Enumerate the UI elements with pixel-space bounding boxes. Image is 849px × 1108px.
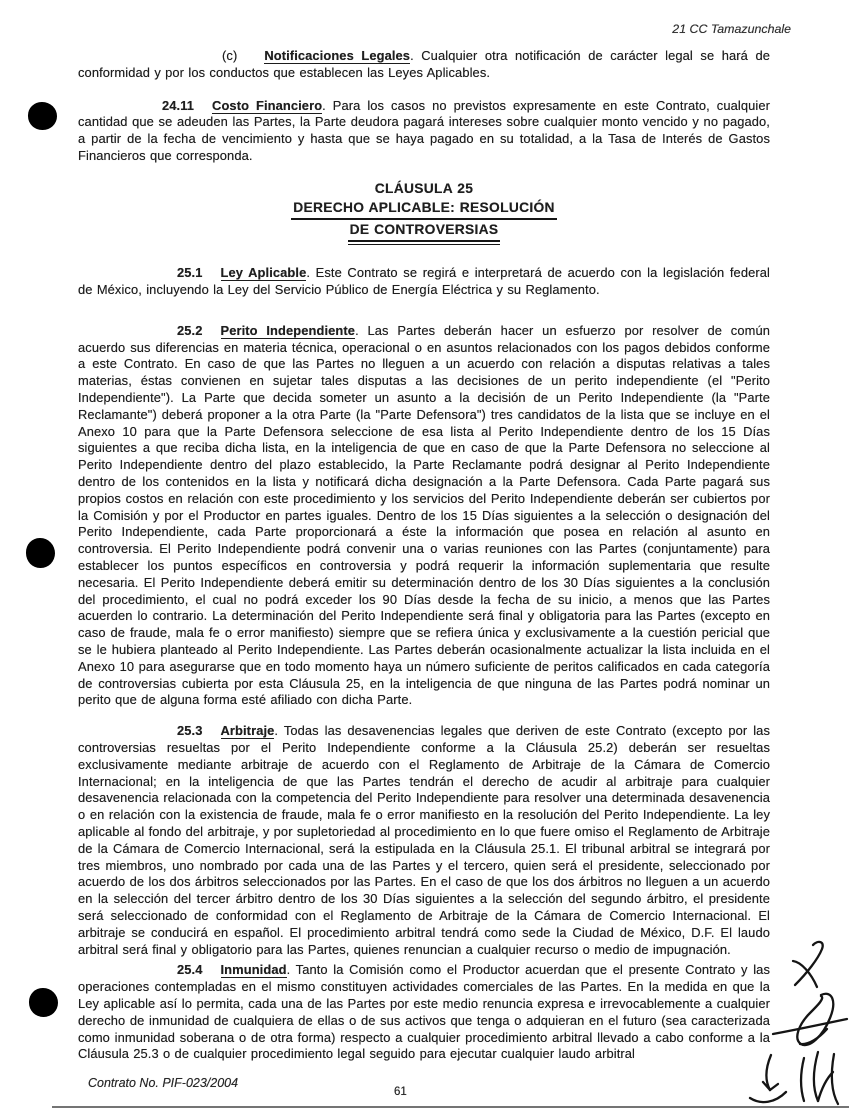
clause-24-11-text: . Para los casos no previstos expresamente en este Contrato, cualquier cantidad que se adeuden las Partes, la Parte deudora pagará intereses sobre cualquier monto vencido y no pagado, a partir de la fecha de vencimiento y hasta que se haya pagado en su totalidad, a la Tasa de Interés de Gastos Financieros que corresponda. (78, 97, 770, 163)
clause-25-4-number: 25.4 (177, 962, 203, 978)
clause-25-2-number: 25.2 (177, 322, 203, 338)
clause-25-2-title: Perito Independiente (220, 322, 356, 338)
footer-contract-number: Contrato No. PIF-023/2004 (88, 1076, 239, 1090)
heading-line-2: DERECHO APLICABLE: RESOLUCIÓN (291, 198, 557, 220)
hole-punch-mark-1 (28, 102, 57, 130)
clause-25-1-number: 25.1 (177, 265, 203, 281)
clause-24-11-paragraph (78, 98, 770, 165)
clause-25-3-paragraph (78, 723, 770, 958)
heading-line-3: DE CONTROVERSIAS (348, 220, 501, 242)
clause-25-2-paragraph (78, 323, 770, 709)
handwritten-initials (737, 935, 849, 1108)
document-body (78, 0, 770, 1063)
clause-25-3-number: 25.3 (177, 723, 203, 739)
clause-c-label: (c) (222, 48, 238, 63)
hole-punch-mark-3 (29, 988, 58, 1017)
clause-24-11-title: Costo Financiero (212, 97, 323, 113)
clause-25-1-text: . Este Contrato se regirá e interpretará de acuerdo con la legislación federal de México, incluyendo la Ley del Servicio Público de Energía Eléctrica y su Reglamento. (78, 265, 770, 298)
clause-25-1-title: Ley Aplicable (220, 265, 307, 281)
clausula-25-heading (78, 179, 770, 246)
clause-25-3-text: . Todas las desavenencias legales que deriven de este Contrato (excepto por las controversias resueltas por el Perito Independiente conforme a la Cláusula 25.2) deberán ser resueltas exclusivamente mediante arbitraje de acuerdo con el Reglamento de Arbitraje de la Cámara de Comercio Internacional; en la inteligencia de que las Partes tendrán el derecho de acudir al arbitraje para cualquier desavenencia relacionada con la competencia del Perito Independiente para resolver una determinada desavenencia o en relación con la existencia de fraude, mala fe o error manifiesto en la resolución del Perito Independiente. La ley aplicable al fondo del arbitraje, y por supletoriedad al procedimiento en lo que fuere omiso el Reglamento de Arbitraje de la Cámara de Comercio Internacional, será la estipulada en la Cláusula 25.1. El tribunal arbitral se integrará por tres miembros, uno nombrado por cada una de las Partes y el tercero, quien será el presidente, seleccionado por acuerdo de los dos árbitros seleccionados por las Partes. En el caso de que los dos árbitros no lleguen a un acuerdo en la selección del tercer árbitro dentro de los 30 Días siguientes a la selección del segundo árbitro, el presidente será seleccionado de conformidad con el Reglamento de Arbitraje de la Cámara de Comercio Internacional. El arbitraje se conducirá en español. El procedimiento arbitral tendrá como sede la Ciudad de México, D.F. El laudo arbitral será final y obligatorio para las Partes, quienes renuncian a cualquier recurso o medio de impugnación. (78, 723, 770, 957)
clause-25-3-title: Arbitraje (220, 723, 275, 739)
clause-25-4-title: Inmunidad (220, 962, 287, 978)
clause-c-text: . Cualquier otra notificación de carácter legal se hará de conformidad y por los conductos que establecen las Leyes Aplicables. (78, 48, 770, 80)
clause-25-4-text: . Tanto la Comisión como el Productor acuerdan que el presente Contrato y las operaciones contempladas en el mismo constituyen actividades comerciales de las Partes. En la medida en que la Ley aplicable así lo permita, cada una de las Partes por este medio renuncia expresa e irrevocablemente a cualquier derecho de inmunidad de cualquiera de ellas o de sus activos que tenga o adquieran en el futuro (sea caracterizada como inmunidad soberana o de otra forma) respecto a cualquier procedimiento arbitral llevado a cabo conforme a la Cláusula 25.3 o de cualquier procedimiento legal seguido para ejecutar cualquier laudo arbitral (78, 962, 770, 1062)
clause-c-title: Notificaciones Legales (264, 48, 411, 63)
heading-line-1: CLÁUSULA 25 (374, 180, 474, 196)
clause-25-4-paragraph (78, 962, 770, 1063)
clause-c-paragraph (78, 48, 770, 82)
clause-25-2-text: . Las Partes deberán hacer un esfuerzo por resolver de común acuerdo sus diferencias en materia técnica, operacional o en asuntos relacionados con los pagos debidos conforme a este Contrato. En caso de que las Partes no lleguen a un acuerdo con relación a disputas relativas a tales materias, éstas convienen en sujetar tales disputas a las decisiones de un perito independiente (el "Perito Independiente"). La Parte que decida someter un asunto a la decisión de un Perito Independiente (la "Parte Reclamante") deberá proponer a la otra Parte (la "Parte Defensora") tres candidatos de la lista que se incluye en el Anexo 10 para que la Parte Defensora seleccione de esa lista al Perito Independiente dentro de los 15 Días siguientes a que reciba dicha lista, en la inteligencia de que en caso de que la Parte Defensora no seleccione al Perito Independiente dentro del plazo establecido, la Parte Reclamante podrá designar al Perito Independiente dentro de los contenidos en la lista y notificará dicha designación a la Parte Defensora. Cada Parte pagará sus propios costos en relación con este procedimiento y los servicios del Perito Independiente deberán ser cubiertos por la Comisión y por el Productor en partes iguales. Dentro de los 15 Días siguientes a la selección o designación del Perito Independiente, cada Parte proporcionará a éste la información que posea en relación al asunto en controversia. El Perito Independiente podrá convenir una o varias reuniones con las Partes (conjuntamente) para establecer los puntos específicos en controversia y podrá requerir la información suplementaria que resulte necesaria. El Perito Independiente deberá emitir su determinación dentro de los 30 Días siguientes a la conclusión del procedimiento, el cual no podrá exceder los 90 Días desde la fecha de su inicio, a menos que las Partes acuerden lo contrario. La determinación del Perito Independiente será final y obligatoria para las Partes (excepto en caso de fraude, mala fe o error manifiesto) siempre que se refiera única y exclusivamente a la cuestión pericial que se le hubiera planteado al Perito Independiente. Las Partes deberán ocasionalmente actualizar la lista incluida en el Anexo 10 para asegurarse que en todo momento haya un número suficiente de peritos calificados en cada categoría de controversias cubierta por esta Cláusula 25, en la inteligencia de que ninguna de las Partes podrá nominar un perito que de alguna forma esté afiliado con dicha Parte. (78, 322, 770, 708)
hole-punch-mark-2 (26, 538, 55, 568)
footer-page-number: 61 (394, 1086, 407, 1098)
clause-25-1-paragraph (78, 265, 770, 299)
clause-24-11-number: 24.11 (162, 97, 195, 113)
page-header-reference: 21 CC Tamazunchale (672, 22, 791, 36)
